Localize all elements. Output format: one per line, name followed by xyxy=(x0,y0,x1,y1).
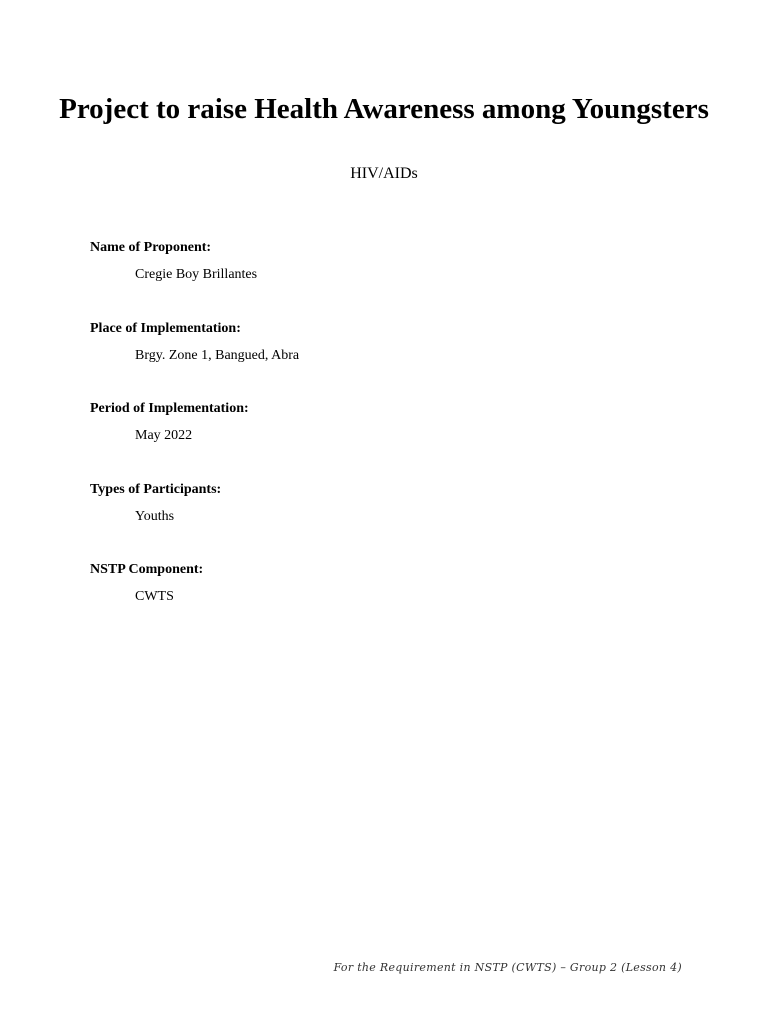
field-value: CWTS xyxy=(135,589,174,604)
field-types-of-participants xyxy=(90,481,690,526)
document-subtitle: HIV/AIDs xyxy=(350,165,418,182)
field-label: NSTP Component: xyxy=(90,562,204,577)
field-value: Youths xyxy=(135,509,175,524)
field-label: Types of Participants: xyxy=(90,482,222,497)
document-title: Project to raise Health Awareness among Youngsters xyxy=(59,93,709,125)
field-value: Cregie Boy Brillantes xyxy=(135,267,258,282)
field-label: Period of Implementation: xyxy=(90,401,249,416)
field-value: Brgy. Zone 1, Bangued, Abra xyxy=(135,348,300,363)
field-period-of-implementation xyxy=(90,400,690,445)
field-value: May 2022 xyxy=(135,428,193,443)
field-place-of-implementation xyxy=(90,320,690,365)
page-footer: For the Requirement in NSTP (CWTS) – Group 2 (Lesson 4) xyxy=(333,961,682,974)
field-nstp-component xyxy=(90,561,690,606)
field-name-of-proponent xyxy=(90,239,690,284)
field-label: Place of Implementation: xyxy=(90,321,241,336)
field-label: Name of Proponent: xyxy=(90,240,212,255)
